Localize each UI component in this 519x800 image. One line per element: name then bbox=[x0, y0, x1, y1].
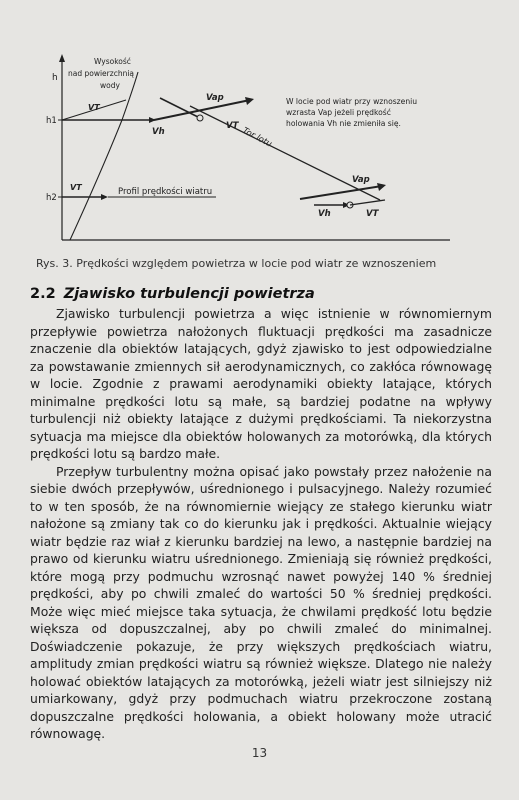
velocity-diagram bbox=[30, 40, 500, 270]
lower-vh-label: Vh bbox=[318, 209, 331, 219]
upper-vt-label: VT bbox=[226, 121, 239, 131]
lower-vt-small-label: VT bbox=[70, 183, 82, 192]
y-axis-title-line-2: nad powierzchnią bbox=[68, 69, 135, 78]
upper-vap-arrowhead bbox=[245, 97, 254, 105]
upper-node-point bbox=[197, 115, 203, 121]
section-title: Zjawisko turbulencji powietrza bbox=[63, 286, 315, 302]
section-number: 2.2 bbox=[30, 286, 56, 302]
figure-caption: Rys. 3. Prędkości względem powietrza w locie pod wiatr ze wznoszeniem bbox=[36, 257, 437, 270]
page-number: 13 bbox=[251, 746, 268, 760]
upper-vh-label: Vh bbox=[152, 127, 165, 137]
wind-profile-label: Profil prędkości wiatru bbox=[118, 187, 213, 197]
y-axis-arrow bbox=[59, 54, 65, 62]
level-h2-label: h2 bbox=[46, 193, 57, 203]
wind-profile-curve bbox=[70, 72, 138, 240]
note-line-2: wzrasta Vap jeżeli prędkość bbox=[286, 108, 391, 117]
paragraph-1: Zjawisko turbulencji powietrza a więc istnienie w równomiernym przepływie powietrza nałożonych fluktuacji prędkości ma zasadnicze znaczenie dla obiektów latających, gdyż zjawisko to jest odpowiedzialne za powstawanie zmiennych sił aerodynamicznych, co zakłóca równowagę w locie. Zgodnie z prawami aerodynamiki obiekty latające, których minimalne prędkości lotu są małe, są bardziej podatne na wpływy turbulencji niż obiekty latające z dużymi prędkościami. Ta niekorzystna sytuacja ma miejsce dla obiektów holowanych za motorówką, dla których prędkości lotu są bardzo małe. bbox=[30, 306, 492, 461]
upper-vt-small-label: VT bbox=[88, 103, 100, 112]
lower-vap-arrowhead bbox=[377, 183, 386, 191]
lower-vh-small-arrowhead bbox=[101, 194, 108, 200]
y-axis-label: h bbox=[52, 73, 58, 83]
paragraph-2: Przepływ turbulentny można opisać jako powstały przez nałożenie na siebie dwóch przepływów, uśrednionego i pulsacyjnego. Należy rozumieć to w ten sposób, że na równomiernie wiejący ze stałego kierunku wiatr nałożone są zmiany tak co do kierunku jak i prędkości. Aktualnie wiejący wiatr będzie raz wiał z kierunku bardziej na lewo, a następnie bardziej na prawo od kierunku wiatru uśrednionego. Zmieniają się również prędkości, które mogą przy podmuchu wzrosnąć nawet powyżej 140 % średniej prędkości, aby po chwili zmaleć do wartości 50 % średniej prędkości. Może więc mieć miejsce taka sytuacja, że chwilami prędkość lotu będzie większa od dopuszczalnej, aby po chwili zmaleć do minimalnej. Doświadczenie pokazuje, że przy większych prędkościach wiatru, amplitudy zmian prędkości wiatru są również większe. Dlatego nie należy holować obiektów latających za motorówką, jeżeli wiatr jest silniejszy niż umiarkowany, gdyż przy podmuchach wiatru przekroczone zostaną dopuszczalne prędkości holowania, a obiekt holowany może utracić równowagę. bbox=[30, 463, 492, 741]
flight-path-label: Tor lotu bbox=[240, 125, 274, 150]
y-axis-title-line-3: wody bbox=[100, 81, 120, 90]
lower-vt-vector bbox=[350, 200, 385, 205]
level-h1-label: h1 bbox=[46, 116, 57, 126]
velocity-diagram-svg bbox=[30, 40, 500, 270]
note-line-1: W locie pod wiatr przy wznoszeniu bbox=[286, 97, 418, 106]
lower-vap-label: Vap bbox=[352, 175, 370, 185]
lower-vap-vector bbox=[300, 186, 382, 199]
section-heading bbox=[30, 286, 490, 302]
y-axis-title-line-1: Wysokość bbox=[94, 57, 131, 66]
note-line-3: holowania Vh nie zmieniła się. bbox=[286, 119, 401, 128]
upper-vap-label: Vap bbox=[206, 93, 224, 103]
lower-vt-label: VT bbox=[366, 209, 379, 219]
body-text bbox=[30, 305, 492, 743]
